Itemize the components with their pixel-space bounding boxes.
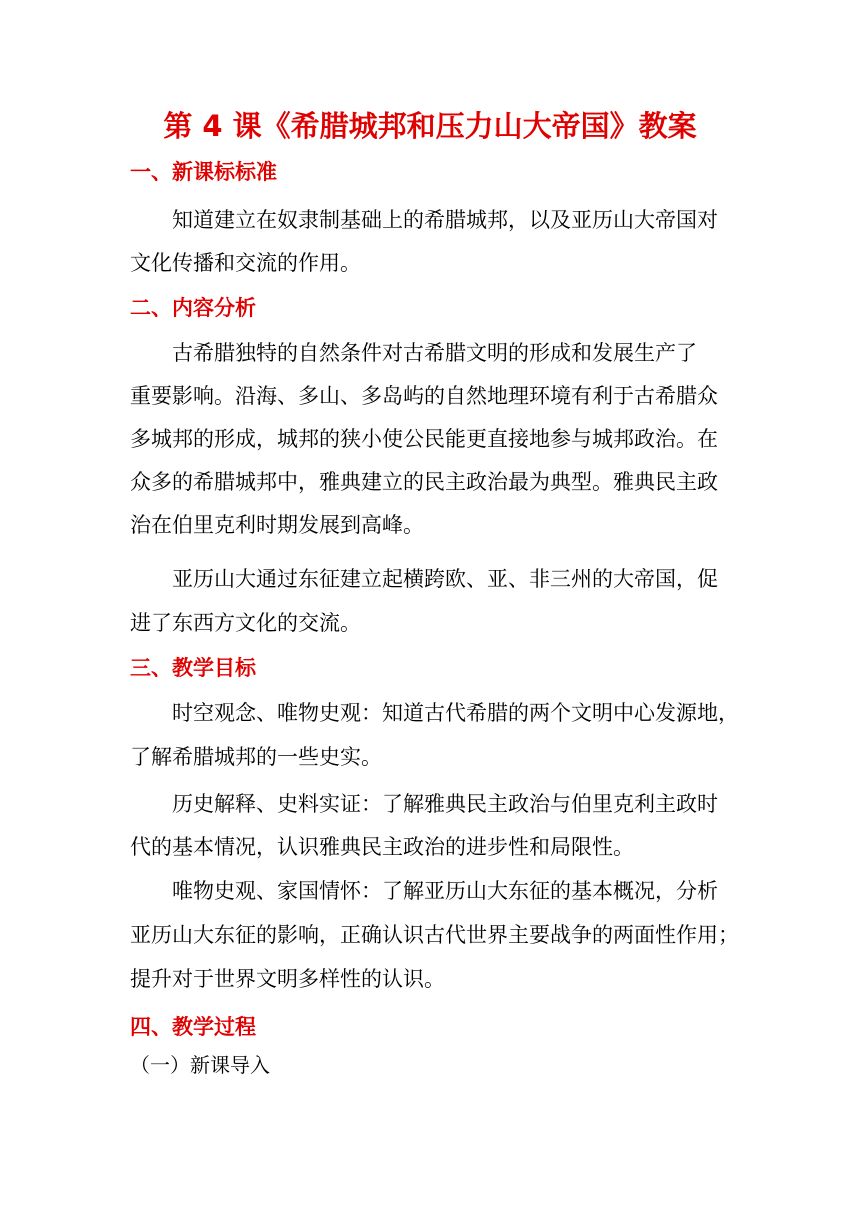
paragraph-line: 亚历山大通过东征建立起横跨欧、亚、非三州的大帝国，促 [172,567,718,591]
section-heading-teaching-goals: 三、教学目标 [130,656,256,680]
section-heading-content-analysis: 二、内容分析 [130,296,256,320]
paragraph-line: 众多的希腊城邦中，雅典建立的民主政治最为典型。雅典民主政 [130,470,718,494]
paragraph-line: 古希腊独特的自然条件对古希腊文明的形成和发展生产了 [172,341,697,365]
paragraph-line: 治在伯里克利时期发展到高峰。 [130,513,424,537]
paragraph-line: 知道建立在奴隶制基础上的希腊城邦，以及亚历山大帝国对 [172,208,718,232]
paragraph-line: 历史解释、史料实证：了解雅典民主政治与伯里克利主政时 [172,792,718,816]
paragraph-line: 时空观念、唯物史观：知道古代希腊的两个文明中心发源地， [172,701,739,725]
paragraph-line: 进了东西方文化的交流。 [130,611,361,635]
paragraph-line: 代的基本情况，认识雅典民主政治的进步性和局限性。 [130,835,634,859]
paragraph-line: 唯物史观、家国情怀：了解亚历山大东征的基本概况，分析 [172,879,718,903]
paragraph-line: 亚历山大东征的影响，正确认识古代世界主要战争的两面性作用； [130,923,739,947]
paragraph-line: 了解希腊城邦的一些史实。 [130,745,382,769]
section-heading-standards: 一、新课标标准 [130,160,277,184]
paragraph-line: 多城邦的形成，城邦的狭小使公民能更直接地参与城邦政治。在 [130,427,718,451]
section-heading-teaching-process: 四、教学过程 [130,1015,256,1039]
paragraph-line: 文化传播和交流的作用。 [130,251,361,275]
paragraph-line: 提升对于世界文明多样性的认识。 [130,967,445,991]
subheading-intro: （一）新课导入 [130,1053,270,1077]
document-title: 第 4 课《希腊城邦和压力山大帝国》教案 [163,109,697,143]
paragraph-line: 重要影响。沿海、多山、多岛屿的自然地理环境有利于古希腊众 [130,384,718,408]
